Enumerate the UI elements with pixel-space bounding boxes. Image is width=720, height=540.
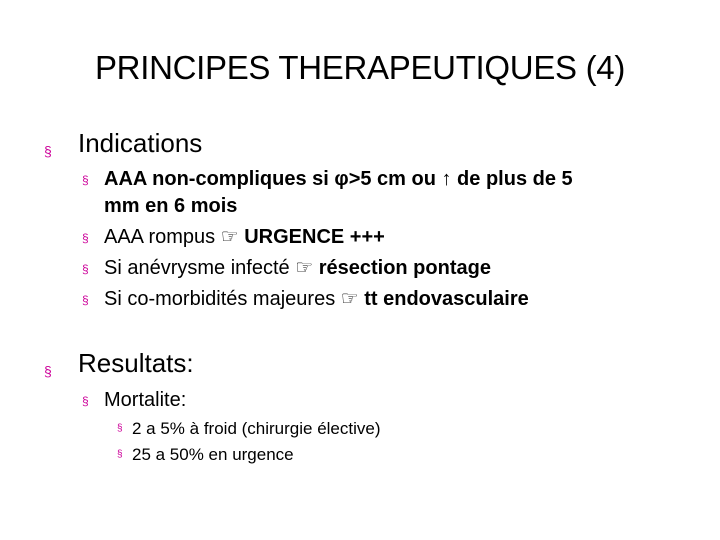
section-label: Resultats: [78,348,194,378]
item-text [104,222,385,252]
item-text: 25 a 50% en urgence [132,445,294,464]
item-text: AAA non-compliques si φ>5 cm ou ↑ de plus de 5 [104,168,573,190]
item-result: URGENCE +++ [238,226,385,248]
bullet-icon: § [82,231,89,245]
bullet-icon: § [82,262,89,276]
pointing-hand-icon: ☞ [295,257,314,279]
item-text [104,253,491,283]
item-result: tt endovasculaire [358,288,529,310]
bullet-icon: § [44,363,52,379]
item-text: 2 a 5% à froid (chirurgie élective) [132,419,381,438]
bullet-icon: § [82,293,89,307]
bullet-icon: § [82,394,89,408]
pointing-hand-icon: ☞ [340,288,359,310]
bullet-icon: § [44,143,52,159]
item-prefix: AAA rompus [104,226,221,248]
bullet-icon: § [117,449,123,460]
item-text: Mortalite: [104,389,187,411]
bullet-icon: § [117,423,123,434]
item-text [104,284,529,314]
item-prefix: Si anévrysme infecté [104,257,296,279]
item-result: résection pontage [313,257,491,279]
slide-title: PRINCIPES THERAPEUTIQUES (4) [94,49,626,86]
item-text: mm en 6 mois [104,195,238,217]
bullet-icon: § [82,173,89,187]
section-label: Indications [78,128,203,158]
pointing-hand-icon: ☞ [220,226,239,248]
item-prefix: Si co-morbidités majeures [104,288,341,310]
